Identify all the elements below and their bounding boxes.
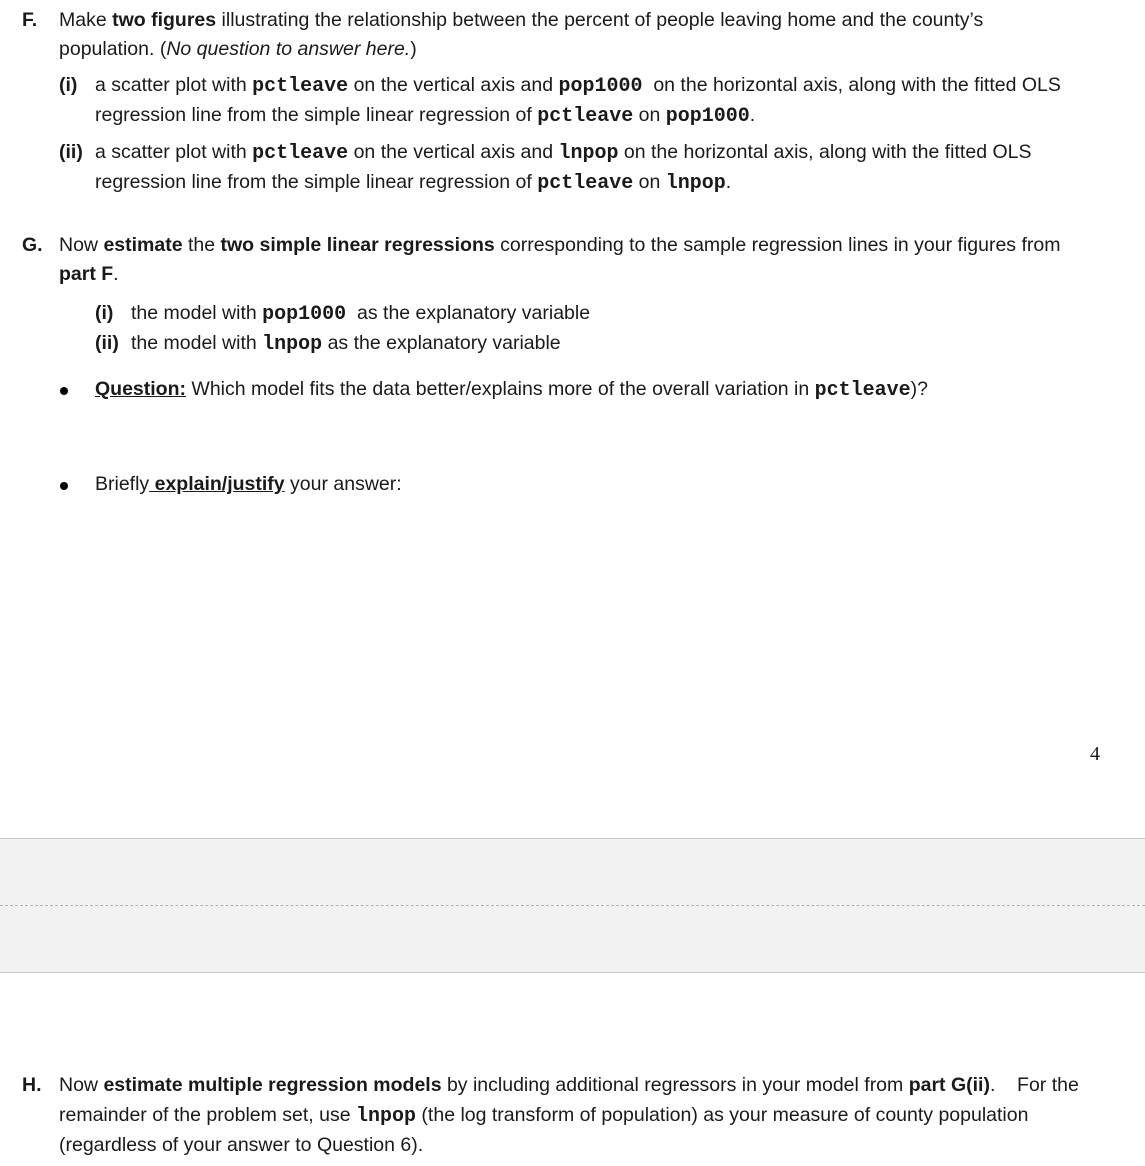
code-variable: pop1000	[262, 303, 347, 326]
text: the	[182, 234, 221, 256]
bold-text: two simple linear regressions	[220, 234, 495, 256]
text: regression line from the simple linear regression of	[95, 171, 538, 193]
text: on the vertical axis and	[348, 74, 559, 96]
text: remainder of the problem set, use	[59, 1104, 356, 1126]
text: on	[633, 104, 666, 126]
bold-text: estimate	[103, 234, 183, 256]
code-variable: lnpop	[262, 333, 323, 356]
explain-emphasis: explain/justify	[149, 473, 285, 495]
bold-text: estimate multiple regression models	[103, 1074, 442, 1096]
section-g-line-2	[59, 263, 119, 286]
text: illustrating the relationship between the percent of people leaving home and the county’s	[216, 9, 984, 31]
text: as the explanatory variable	[322, 332, 561, 354]
text: on the horizontal axis, along with the fitted OLS	[618, 141, 1032, 163]
bold-text: two figures	[112, 9, 217, 31]
code-variable: lnpop	[665, 172, 726, 195]
text: Now	[59, 1074, 104, 1096]
page-break-band-top	[0, 839, 1145, 905]
text: as the explanatory variable	[346, 302, 591, 324]
text: a scatter plot with	[95, 141, 253, 163]
item-f-ii-line-1	[95, 141, 1031, 165]
bold-text: part F	[59, 263, 114, 285]
text: on the vertical axis and	[348, 141, 559, 163]
item-f-ii-label: (ii)	[59, 141, 83, 163]
explain-line	[95, 473, 402, 496]
item-f-i-label: (i)	[59, 74, 78, 96]
page-break-band-bottom	[0, 906, 1145, 972]
bullet-icon	[60, 482, 68, 490]
code-variable: pop1000	[558, 75, 643, 98]
text: Now	[59, 234, 104, 256]
section-f-line-1	[59, 9, 983, 32]
section-g-label: G.	[22, 234, 43, 256]
section-f-line-2	[59, 38, 417, 61]
bullet-icon	[60, 387, 68, 395]
text: on the horizontal axis, along with the fitted OLS	[642, 74, 1061, 96]
code-variable: pctleave	[252, 75, 349, 98]
item-f-ii-line-2	[95, 171, 731, 195]
section-g-line-1	[59, 234, 1060, 257]
section-h-line-3	[59, 1134, 423, 1157]
text: on	[633, 171, 666, 193]
text: the model with	[131, 302, 263, 324]
section-f-label: F.	[22, 9, 38, 31]
text: the model with	[131, 332, 263, 354]
code-variable: lnpop	[558, 142, 619, 165]
section-h-line-2	[59, 1104, 1028, 1128]
code-variable: pctleave	[537, 105, 634, 128]
text: .	[113, 263, 119, 285]
code-variable: pctleave	[537, 172, 634, 195]
section-h-line-1	[59, 1074, 1079, 1097]
model-ii-label: (ii)	[95, 332, 119, 354]
text: (regardless of your answer to Question 6).	[59, 1134, 424, 1156]
code-variable: lnpop	[356, 1105, 417, 1128]
text: )	[410, 38, 417, 60]
text: your answer:	[284, 473, 402, 495]
text: a scatter plot with	[95, 74, 253, 96]
text: .	[749, 104, 756, 126]
page-number: 4	[1090, 743, 1100, 765]
text: Make	[59, 9, 113, 31]
model-ii-text	[131, 332, 561, 356]
text: Which model fits the data better/explains more of the overall variation in	[186, 378, 815, 400]
italic-text: No question to answer here.	[166, 38, 411, 60]
question-label: Question:	[95, 378, 186, 400]
text: Briefly	[95, 473, 150, 495]
text: )?	[910, 378, 929, 400]
code-variable: pop1000	[665, 105, 750, 128]
text: population. (	[59, 38, 167, 60]
item-f-i-line-2	[95, 104, 755, 128]
item-f-i-line-1	[95, 74, 1061, 98]
text: .	[725, 171, 732, 193]
text: . For the	[989, 1074, 1079, 1096]
bold-text: part G(ii)	[908, 1074, 990, 1096]
text: (the log transform of population) as your measure of county population	[416, 1104, 1029, 1126]
model-i-label: (i)	[95, 302, 114, 324]
question-line	[95, 378, 928, 402]
code-variable: pctleave	[814, 379, 911, 402]
model-i-text	[131, 302, 590, 326]
code-variable: pctleave	[252, 142, 349, 165]
text: by including additional regressors in your model from	[441, 1074, 909, 1096]
page-break-bottom-rule	[0, 972, 1145, 973]
text: corresponding to the sample regression lines in your figures from	[494, 234, 1061, 256]
section-h-label: H.	[22, 1074, 42, 1096]
text: regression line from the simple linear regression of	[95, 104, 538, 126]
